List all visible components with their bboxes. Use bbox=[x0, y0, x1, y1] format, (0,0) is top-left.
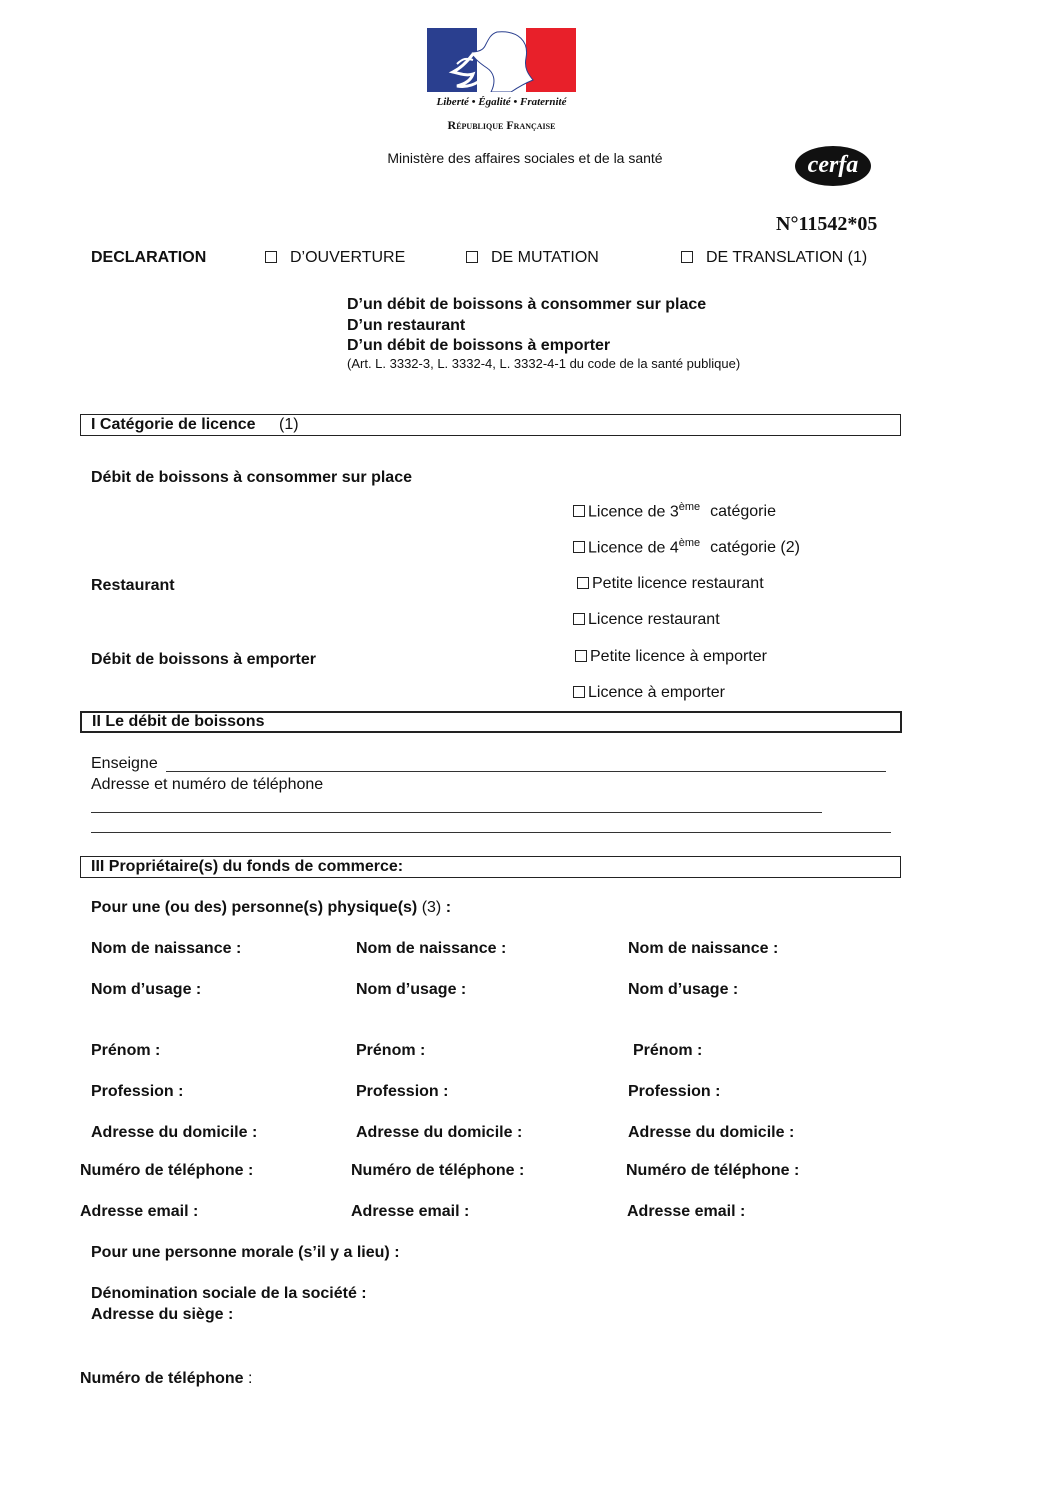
phone-label-3: Numéro de téléphone : bbox=[626, 1162, 800, 1179]
section-3-header bbox=[80, 856, 901, 878]
group-sur-place: Débit de boissons à consommer sur place bbox=[91, 469, 412, 486]
petite-licence-emporter-option[interactable]: Petite licence à emporter bbox=[575, 648, 767, 666]
checkbox[interactable] bbox=[681, 251, 693, 263]
checkbox[interactable] bbox=[573, 613, 585, 625]
profession-label-1: Profession : bbox=[91, 1083, 184, 1100]
marianne-logo bbox=[427, 28, 576, 92]
licence-3-option[interactable]: Licence de 3ème catégorie bbox=[573, 501, 776, 521]
form-number: N°11542*05 bbox=[776, 213, 878, 235]
checkbox[interactable] bbox=[573, 541, 585, 553]
licence-emporter-option[interactable]: Licence à emporter bbox=[573, 684, 725, 702]
email-label-3: Adresse email : bbox=[627, 1203, 746, 1220]
licence-restaurant-option[interactable]: Licence restaurant bbox=[573, 611, 720, 629]
phone-label-2: Numéro de téléphone : bbox=[351, 1162, 525, 1179]
address-field-line-1[interactable] bbox=[91, 812, 822, 813]
checkbox[interactable] bbox=[575, 650, 587, 662]
hq-address-label: Adresse du siège : bbox=[91, 1306, 234, 1323]
checkbox[interactable] bbox=[573, 505, 585, 517]
section-2-header bbox=[80, 711, 902, 733]
enseigne-field[interactable] bbox=[166, 771, 886, 772]
first-name-label-3: Prénom : bbox=[633, 1042, 703, 1059]
company-name-label: Dénomination sociale de la société : bbox=[91, 1285, 367, 1302]
address-phone-label: Adresse et numéro de téléphone bbox=[91, 776, 324, 793]
legal-reference: (Art. L. 3332-3, L. 3332-4, L. 3332-4-1 du code de la santé publique) bbox=[347, 356, 741, 371]
checkbox[interactable] bbox=[466, 251, 478, 263]
group-restaurant: Restaurant bbox=[91, 577, 175, 594]
physical-person-intro: Pour une (ou des) personne(s) physique(s) (3) : bbox=[91, 899, 452, 916]
checkbox[interactable] bbox=[265, 251, 277, 263]
section-2-title: II Le débit de boissons bbox=[92, 713, 265, 730]
licence-4-option[interactable]: Licence de 4ème catégorie (2) bbox=[573, 537, 800, 557]
checkbox[interactable] bbox=[573, 686, 585, 698]
usage-name-label-2: Nom d’usage : bbox=[356, 981, 467, 998]
cerfa-logo-text: cerfa bbox=[807, 152, 859, 178]
moral-phone-label: Numéro de téléphone : bbox=[80, 1370, 253, 1387]
profession-label-3: Profession : bbox=[628, 1083, 721, 1100]
marianne-flag-icon bbox=[427, 28, 576, 92]
birth-name-label-3: Nom de naissance : bbox=[628, 940, 779, 957]
home-address-label-1: Adresse du domicile : bbox=[91, 1124, 258, 1141]
enseigne-label: Enseigne bbox=[91, 755, 158, 772]
subject-line-1: D’un débit de boissons à consommer sur place bbox=[347, 296, 707, 313]
phone-label-1: Numéro de téléphone : bbox=[80, 1162, 254, 1179]
republic-motto: Liberté • Égalité • Fraternité bbox=[436, 96, 567, 108]
subject-line-2: D’un restaurant bbox=[347, 317, 466, 334]
home-address-label-2: Adresse du domicile : bbox=[356, 1124, 523, 1141]
declaration-label: DECLARATION bbox=[91, 249, 207, 266]
section-3-title: III Propriétaire(s) du fonds de commerce: bbox=[91, 858, 404, 875]
email-label-1: Adresse email : bbox=[80, 1203, 199, 1220]
petite-licence-restaurant-option[interactable]: Petite licence restaurant bbox=[577, 575, 764, 593]
option-ouverture[interactable]: D’OUVERTURE bbox=[265, 249, 405, 267]
subject-line-3: D’un débit de boissons à emporter bbox=[347, 337, 611, 354]
section-1-header bbox=[80, 414, 901, 436]
option-translation[interactable]: DE TRANSLATION (1) bbox=[681, 249, 867, 267]
ministry-name: Ministère des affaires sociales et de la santé bbox=[387, 150, 663, 166]
option-mutation[interactable]: DE MUTATION bbox=[466, 249, 599, 267]
birth-name-label-2: Nom de naissance : bbox=[356, 940, 507, 957]
profession-label-2: Profession : bbox=[356, 1083, 449, 1100]
birth-name-label-1: Nom de naissance : bbox=[91, 940, 242, 957]
section-1-title: I Catégorie de licence bbox=[91, 416, 256, 433]
group-emporter: Débit de boissons à emporter bbox=[91, 651, 316, 668]
first-name-label-2: Prénom : bbox=[356, 1042, 426, 1059]
usage-name-label-3: Nom d’usage : bbox=[628, 981, 739, 998]
cerfa-logo bbox=[795, 146, 871, 186]
first-name-label-1: Prénom : bbox=[91, 1042, 161, 1059]
usage-name-label-1: Nom d’usage : bbox=[91, 981, 202, 998]
checkbox[interactable] bbox=[577, 577, 589, 589]
section-1-note: (1) bbox=[279, 416, 299, 433]
email-label-2: Adresse email : bbox=[351, 1203, 470, 1220]
republic-name: République Française bbox=[447, 118, 556, 132]
address-field-line-2[interactable] bbox=[91, 832, 891, 833]
moral-person-intro: Pour une personne morale (s’il y a lieu) : bbox=[91, 1244, 400, 1261]
home-address-label-3: Adresse du domicile : bbox=[628, 1124, 795, 1141]
